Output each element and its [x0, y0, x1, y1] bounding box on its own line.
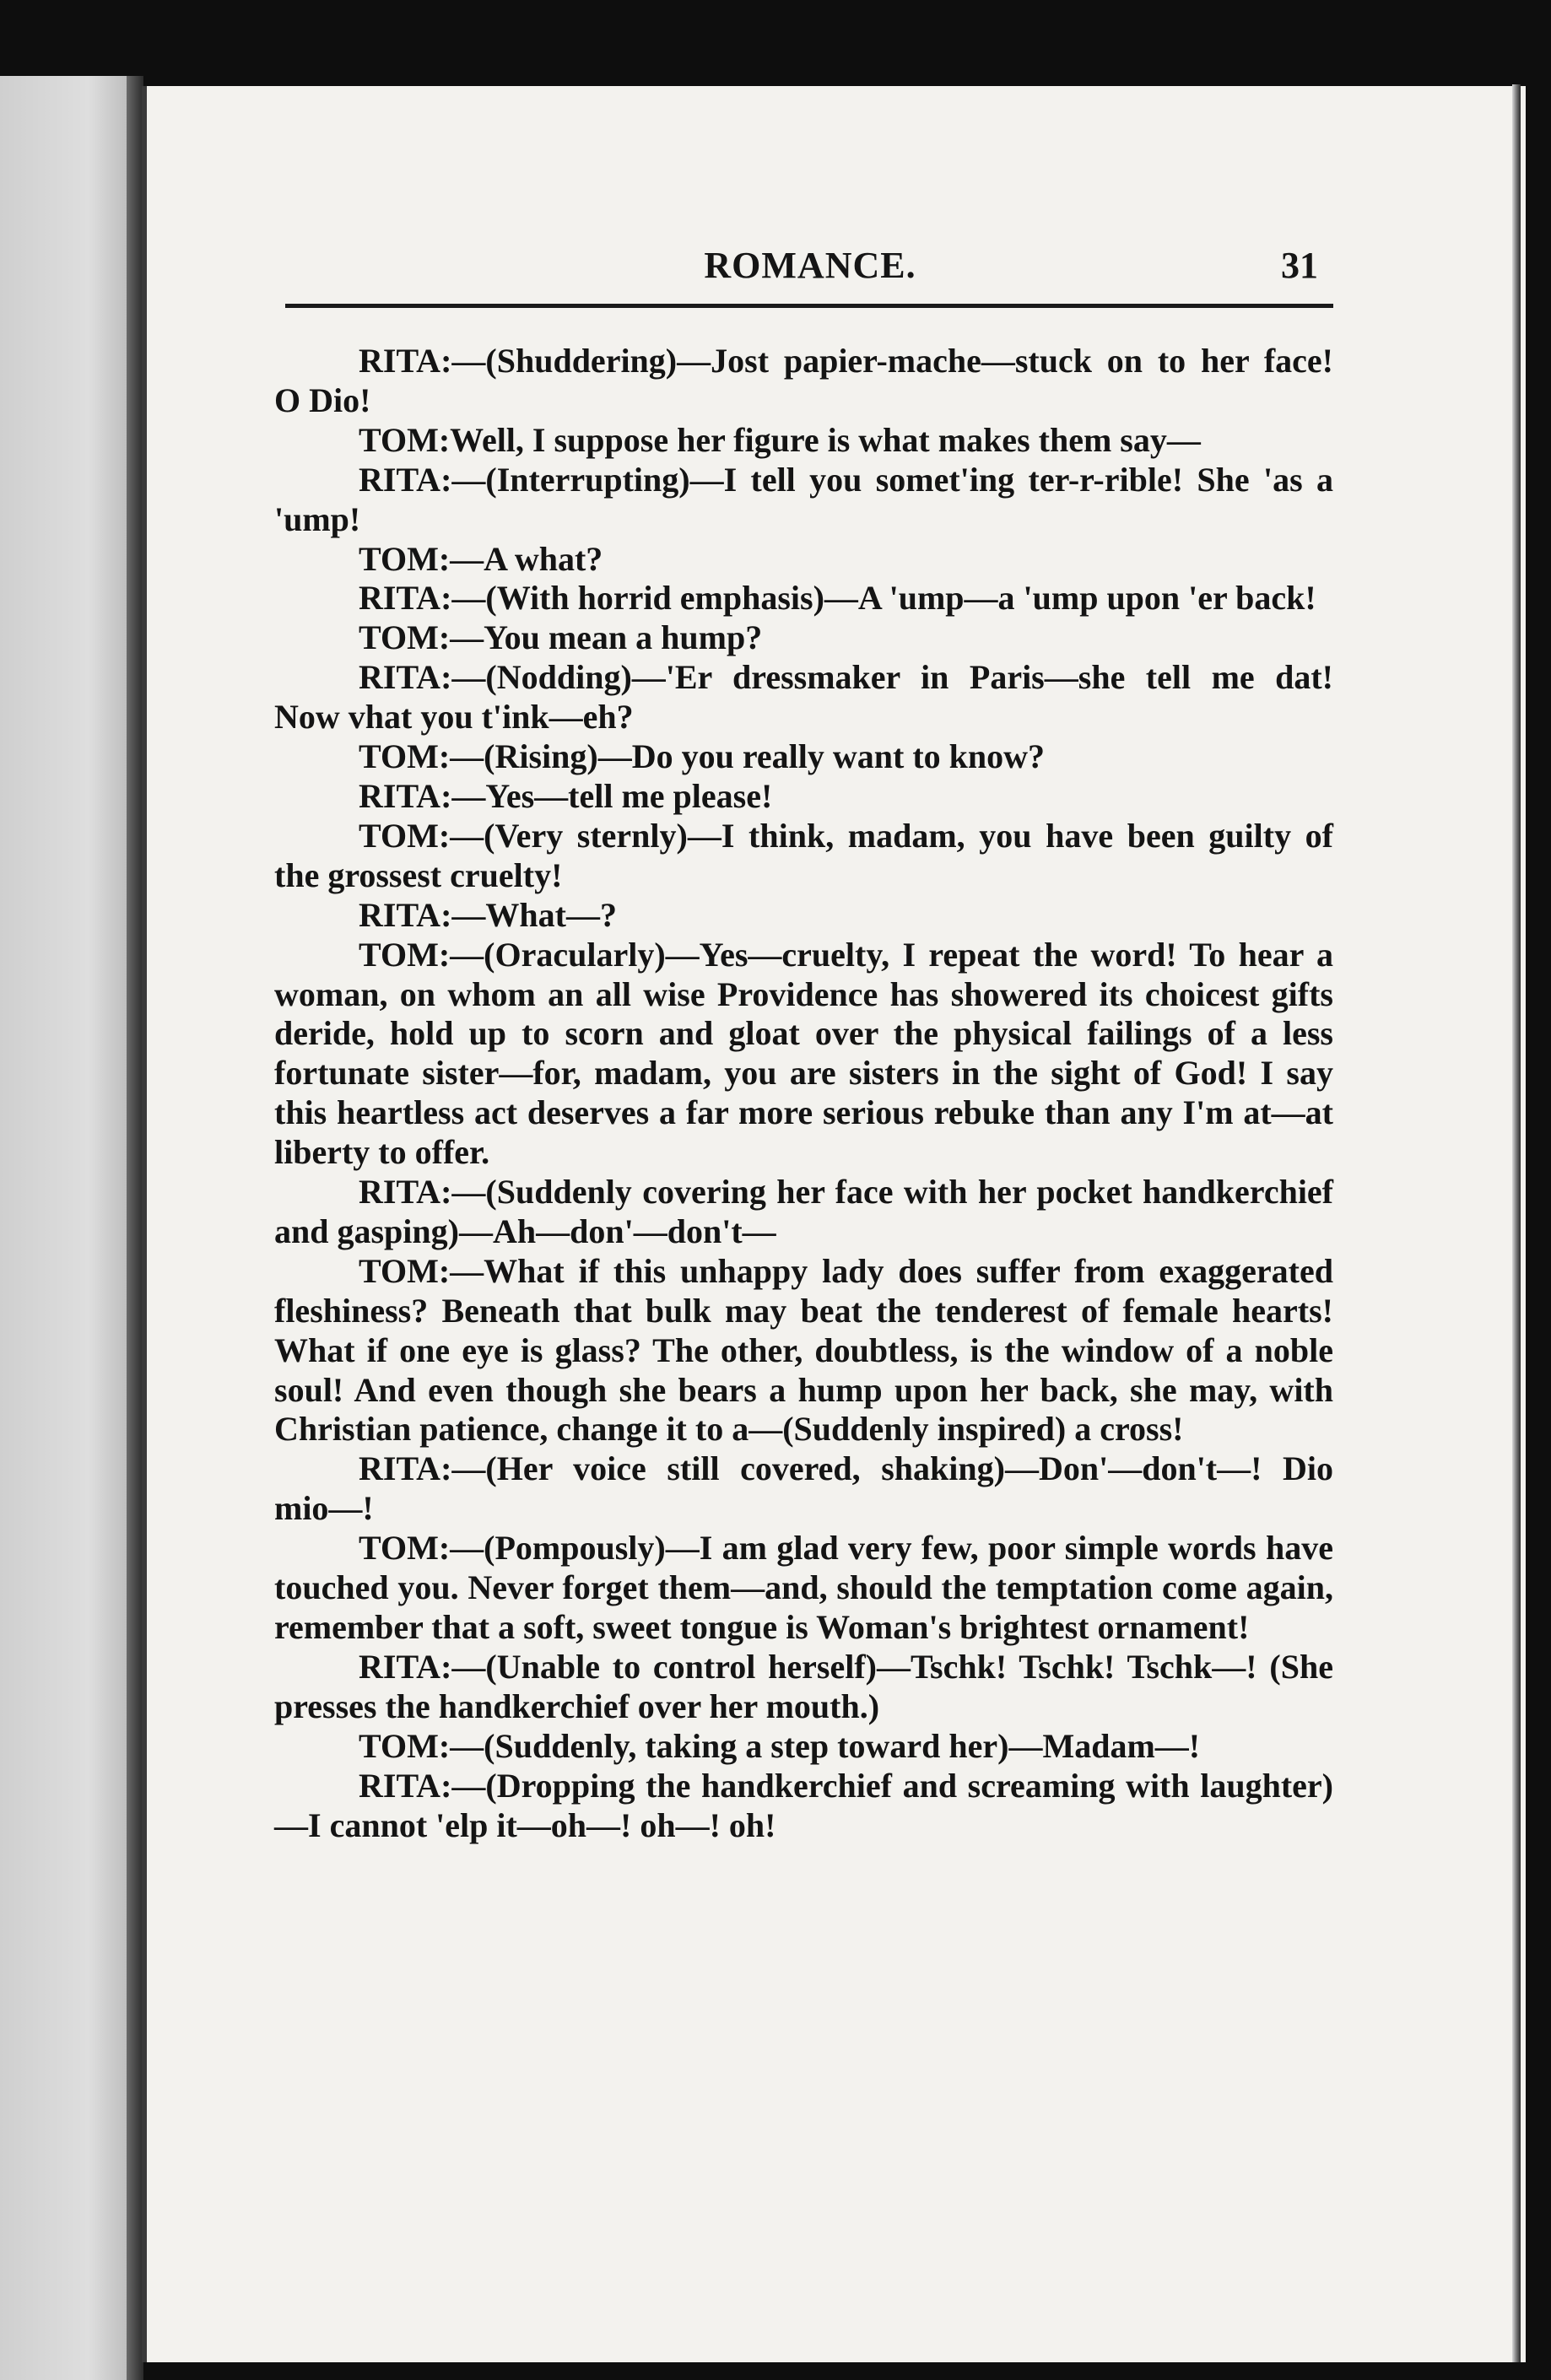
speaker-name: TOM: [359, 420, 439, 459]
speaker-name: RITA: [359, 1173, 441, 1212]
header-rule: [285, 304, 1333, 308]
speech-rita: [274, 896, 1333, 936]
speech-rita: [274, 461, 1333, 540]
speech-text: :—(Dropping the handkerchief and screaming with laughter)—I cannot 'elp it—oh—! oh—! oh!: [274, 1766, 1333, 1844]
speaker-name: TOM: [359, 816, 439, 855]
speech-tom: [274, 421, 1333, 461]
speaker-name: RITA: [359, 776, 441, 815]
speaker-name: RITA: [359, 895, 441, 934]
speech-tom: [274, 817, 1333, 896]
page-number: 31: [1281, 245, 1318, 286]
speaker-name: RITA: [359, 579, 441, 618]
speech-text: :—(Oracularly)—Yes—cruelty, I repeat the word! To hear a woman, on whom an all wise Providence has showered its choicest gifts deride, hold up to scorn and gloat over the physical failings of a less fortunate sister—for, madam, you are sisters in the sight of God! I say this heartless act deserves a far more serious rebuke than any I'm at—at liberty to offer.: [274, 935, 1333, 1172]
speech-tom: [274, 618, 1333, 658]
speaker-name: TOM: [359, 1529, 439, 1568]
speaker-name: TOM: [359, 1726, 439, 1765]
speech-text: :—(Shuddering)—Jost papier-mache—stuck on to her face! O Dio!: [274, 342, 1333, 419]
speech-tom: [274, 737, 1333, 777]
speaker-name: RITA: [359, 1449, 441, 1488]
speech-rita: [274, 1648, 1333, 1727]
speech-rita: [274, 658, 1333, 737]
speaker-name: RITA: [359, 1766, 441, 1805]
speech-tom: [274, 936, 1333, 1173]
speech-text: :—(Unable to control herself)—Tschk! Tschk! Tschk—! (She presses the handkerchief over her mouth.): [274, 1647, 1333, 1725]
previous-page-edge: [0, 76, 127, 2380]
speech-text: :—(With horrid emphasis)—A 'ump—a 'ump upon 'er back!: [440, 579, 1316, 618]
speech-rita: [274, 579, 1333, 618]
speech-text: :—(Very sternly)—I think, madam, you have been guilty of the grossest cruelty!: [274, 816, 1333, 894]
speech-text: :—Yes—tell me please!: [440, 776, 773, 815]
speaker-name: TOM: [359, 737, 439, 776]
page-right-edge: [1512, 84, 1521, 2362]
speech-tom: [274, 1252, 1333, 1450]
speech-text: :Well, I suppose her figure is what makes them say—: [438, 420, 1201, 459]
speech-rita: [274, 1767, 1333, 1846]
speech-tom: [274, 1529, 1333, 1648]
running-title: ROMANCE.: [704, 245, 916, 286]
speech-tom: [274, 1727, 1333, 1767]
speech-text: :—(Pompously)—I am glad very few, poor simple words have touched you. Never forget them—and, should the temptation come again, remember that a soft, sweet tongue is Woman's brightest ornament!: [274, 1529, 1333, 1646]
speaker-name: RITA: [359, 1647, 441, 1686]
speaker-name: RITA: [359, 658, 441, 697]
speech-text: :—(Her voice still covered, shaking)—Don'—don't—! Dio mio—!: [274, 1449, 1333, 1528]
speech-rita: [274, 1173, 1333, 1252]
speech-text: :—(Nodding)—'Er dressmaker in Paris—she tell me dat! Now vhat you t'ink—eh?: [274, 658, 1333, 737]
speech-text: :—(Suddenly covering her face with her pocket handkerchief and gasping)—Ah—don'—don't—: [274, 1173, 1333, 1250]
speaker-name: RITA: [359, 342, 441, 380]
speech-text: :—(Interrupting)—I tell you somet'ing ter-r-rible! She 'as a 'ump!: [274, 460, 1333, 538]
speech-text: :—What—?: [440, 895, 617, 934]
running-header: [287, 240, 1333, 291]
speech-text: :—(Rising)—Do you really want to know?: [438, 737, 1046, 776]
speech-rita: [274, 1449, 1333, 1529]
dialogue-body: [274, 342, 1333, 2164]
speaker-name: TOM: [359, 618, 439, 657]
speech-tom: [274, 540, 1333, 580]
speaker-name: RITA: [359, 460, 441, 499]
speech-text: :—What if this unhappy lady does suffer from exaggerated fleshiness? Beneath that bulk may beat the tenderest of female hearts! What if one eye is glass? The other, doubtless, is the window of a noble soul! And even though she bears a hump upon her back, she may, with Christian patience, change it to a—(Suddenly inspired) a cross!: [274, 1251, 1333, 1449]
speech-text: :—A what?: [438, 539, 603, 578]
speech-text: :—(Suddenly, taking a step toward her)—Madam—!: [438, 1726, 1201, 1765]
speaker-name: TOM: [359, 539, 439, 578]
speech-rita: [274, 342, 1333, 421]
speaker-name: TOM: [359, 935, 439, 974]
speaker-name: TOM: [359, 1251, 439, 1290]
speech-text: :—You mean a hump?: [438, 618, 763, 657]
speech-rita: [274, 777, 1333, 817]
book-gutter: [127, 76, 143, 2380]
